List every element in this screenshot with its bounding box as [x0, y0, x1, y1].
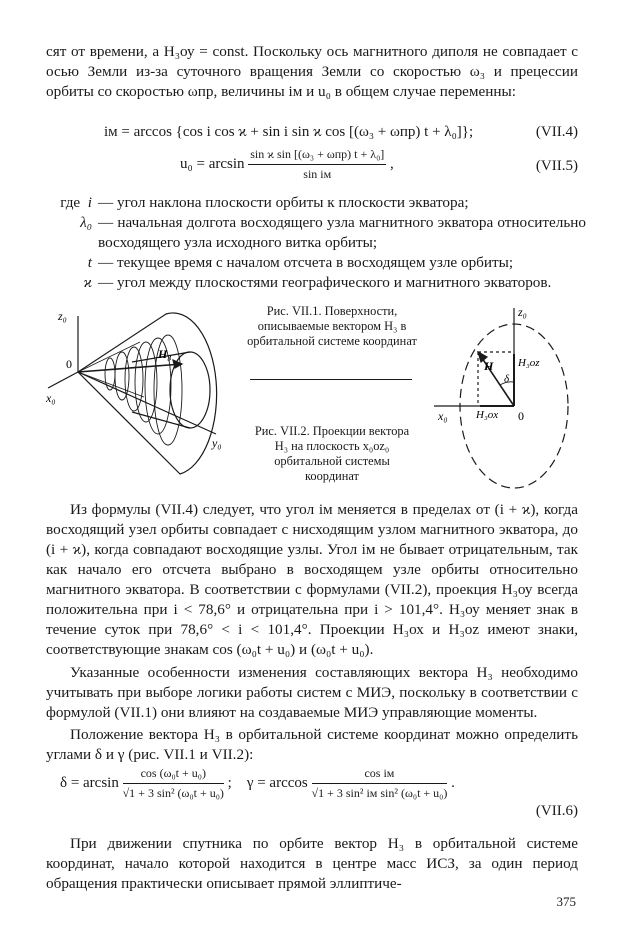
equation-vii5-fraction	[248, 147, 386, 182]
equation-vii4-text: iм = arccos {cos i cos ϰ + sin i sin ϰ cos [(ω₃ + ωпр) t + λ₀]};	[104, 124, 474, 140]
definition-row	[46, 273, 586, 293]
figure1-caption: Рис. VII.1. Поверхности, описываемые вектором H₃ в орбитальной системе координат	[247, 304, 417, 348]
fig1-origin-label: 0	[66, 357, 72, 371]
fig1-x-label: x₀	[46, 391, 56, 405]
x-axis	[48, 372, 78, 388]
equation-vii6-number: (VII.6)	[535, 803, 578, 819]
definition-row	[46, 193, 586, 213]
equation-vii5-numerator: sin ϰ sin [(ω₃ + ωпр) t + λ₀]	[248, 147, 386, 165]
fig2-delta-label: δ	[504, 373, 510, 385]
definition-symbol: t	[87, 254, 92, 271]
definition-row	[46, 253, 586, 273]
definition-text: — угол между плоскостями географического и магнитного экваторов.	[98, 274, 552, 291]
eq6-trail: .	[451, 774, 455, 791]
fig2-h-label: H	[484, 359, 494, 373]
figure2-caption: Рис. VII.2. Проекции вектора H₃ на плоскость x₀oz₀ орбитальной системы координат	[254, 424, 410, 483]
equation-vii5-lhs: u₀ = arcsin	[180, 155, 245, 172]
definition-text: — текущее время с началом отсчета в восходящем узле орбиты;	[98, 254, 514, 271]
definition-text: — начальная долгота восходящего узла магнитного экватора относительно восходящего узла исходного витка орбиты;	[98, 214, 586, 251]
fig2-x-label: x₀	[438, 409, 448, 423]
caption-separator	[250, 379, 412, 380]
fig2-h3oz-label: H₃oz	[518, 357, 540, 369]
equation-vii5-trail: ,	[390, 155, 394, 172]
equation-vii5-number: (VII.5)	[535, 158, 578, 174]
definition-symbol: ϰ	[83, 274, 92, 291]
equation-vii4	[104, 124, 473, 141]
y-axis	[78, 372, 216, 434]
fig2-h3ox-label: H₃ox	[476, 409, 499, 421]
eq6-delta-numerator: cos (ω₀t + u₀)	[123, 766, 224, 784]
eq6-delta-denominator: √1 + 3 sin² (ω₀t + u₀)	[122, 786, 224, 800]
eq6-separator: ;	[227, 774, 232, 791]
intro-paragraph: сят от времени, а H₃оу = const. Поскольку ось магнитного диполя не совпадает с осью Земли из-за суточного вращения Земли со скоростью ω₃ и прецессии орбиты со скоростью ωпр, величины iм и u₀ в общем случае переменны:	[46, 43, 578, 100]
definition-row	[46, 213, 586, 253]
figure-projection-diagram	[430, 302, 580, 492]
definition-lead: где i	[60, 194, 92, 211]
fig2-origin-label: 0	[518, 409, 524, 423]
eq6-gamma-fraction	[312, 766, 448, 801]
equation-vii4-number: (VII.4)	[535, 124, 578, 140]
equation-vii5	[180, 147, 394, 182]
equation-vii6	[60, 766, 455, 801]
definition-symbol: λ₀	[80, 214, 92, 231]
paragraph-3: Указанные особенности изменения составляющих вектора H₃ необходимо учитывать при выборе логики работы систем с МИЭ, поскольку в соответствии с формулой (VII.1) они влияют на создаваемые МИЭ управляющие моменты.	[46, 664, 578, 721]
h3-vector	[78, 364, 182, 372]
eq6-gamma-numerator: cos iм	[312, 766, 448, 784]
cone-outline	[78, 313, 217, 474]
equation-vii5-denominator: sin iм	[303, 167, 332, 181]
figure-cone-diagram	[40, 302, 240, 492]
paragraph-2: Из формулы (VII.4) следует, что угол iм меняется в пределах от (i + ϰ), когда восходящий узел орбиты совпадает с нисходящим узлом магнитного экватора, до (i + ϰ), когда совпадают восходящие узлы. Угол iм не бывает отрицательным, так как начало его отсчета выбрано в восходящем узле орбиты относительно магнитного экватора. В соответствии с формулами (VII.2), проекция H₃оу всегда положительна при i < 78,6° и отрицательна при i > 101,4°. H₃оу меняет знак в течение суток при 78,6° < i < 101,4°. Проекции H₃ох и H₃оz имеют знаки, соответствующие знакам cos (ω₀t + u₀) и (ω₀t + u₀).	[46, 501, 579, 658]
paragraph-4: Положение вектора H₃ в орбитальной системе координат можно определить углами δ и γ (рис. VII.1 и VII.2):	[46, 726, 578, 763]
fig2-z-label: z₀	[518, 305, 527, 319]
paragraph-5: При движении спутника по орбите вектор H₃ в орбитальной системе координат, начало которой находится в центре масс ИСЗ, за один период обращения практически описывает прямой эллиптиче-	[46, 835, 578, 892]
eq6-gamma-denominator: √1 + 3 sin² iм sin² (ω₀t + u₀)	[311, 786, 448, 800]
eq6-gamma-lhs: γ = arccos	[246, 774, 308, 791]
page-number: 375	[556, 894, 576, 909]
fig1-z-label: z₀	[58, 309, 67, 323]
eq6-delta-fraction	[123, 766, 224, 801]
definitions-list	[46, 193, 586, 293]
eq6-delta-lhs: δ = arcsin	[60, 774, 119, 791]
fig1-y-label: y₀	[212, 436, 222, 450]
fig1-h3-label: H₃	[158, 347, 172, 361]
definition-text: — угол наклона плоскости орбиты к плоскости экватора;	[98, 194, 469, 211]
